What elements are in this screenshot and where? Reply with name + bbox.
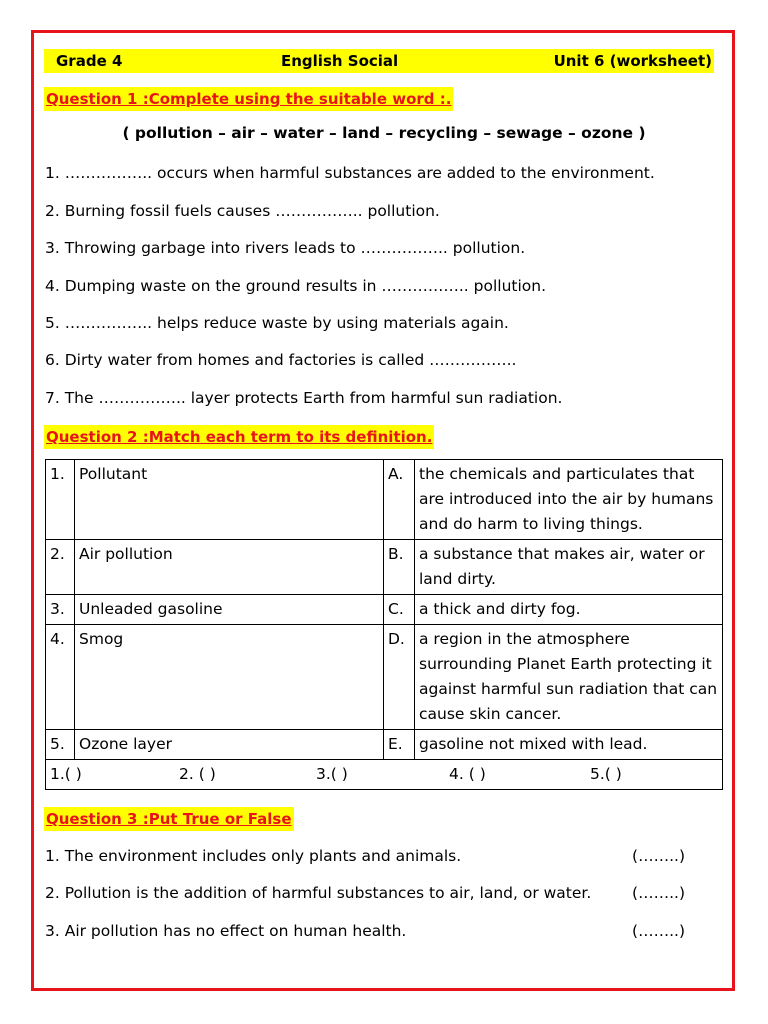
q1-item-3: 3. Throwing garbage into rivers leads to …………….. pollution. xyxy=(45,239,526,257)
matching-table xyxy=(45,459,723,790)
table-row xyxy=(46,595,723,625)
tf-item-3 xyxy=(45,921,685,941)
term-number: 2. xyxy=(46,540,75,595)
q1-item-5: 5. …………….. helps reduce waste by using materials again. xyxy=(45,314,509,332)
term: Ozone layer xyxy=(75,730,384,760)
q1-item-1: 1. …………….. occurs when harmful substances are added to the environment. xyxy=(45,164,655,182)
definition-letter: E. xyxy=(384,730,415,760)
subject-label: English Social xyxy=(281,52,399,70)
definition-letter: C. xyxy=(384,595,415,625)
tf-statement: 2. Pollution is the addition of harmful substances to air, land, or water. xyxy=(45,884,592,902)
tf-answer-blank[interactable]: (……..) xyxy=(632,847,685,865)
term: Pollutant xyxy=(75,460,384,540)
table-row xyxy=(46,460,723,540)
table-row xyxy=(46,730,723,760)
term-number: 4. xyxy=(46,625,75,730)
q1-item-6: 6. Dirty water from homes and factories is called …………….. xyxy=(45,351,517,369)
definition-letter: B. xyxy=(384,540,415,595)
answer-blank-3[interactable]: 3.( ) xyxy=(316,765,348,783)
answer-row xyxy=(46,760,723,790)
definition: the chemicals and particulates that are introduced into the air by humans and do harm to living things. xyxy=(415,460,723,540)
tf-statement: 1. The environment includes only plants and animals. xyxy=(45,847,462,865)
term-number: 1. xyxy=(46,460,75,540)
question-1-heading: Question 1 :Complete using the suitable word :. xyxy=(44,87,453,111)
tf-item-1 xyxy=(45,846,685,866)
answer-blank-4[interactable]: 4. ( ) xyxy=(449,765,486,783)
definition-letter: D. xyxy=(384,625,415,730)
definition: a thick and dirty fog. xyxy=(415,595,723,625)
grade-label: Grade 4 xyxy=(56,52,123,70)
term-number: 3. xyxy=(46,595,75,625)
tf-answer-blank[interactable]: (……..) xyxy=(632,884,685,902)
answer-blank-1[interactable]: 1.( ) xyxy=(50,765,82,783)
tf-item-2 xyxy=(45,883,685,903)
answer-blank-2[interactable]: 2. ( ) xyxy=(179,765,216,783)
unit-label: Unit 6 (worksheet) xyxy=(553,52,712,70)
word-bank: ( pollution – air – water – land – recycling – sewage – ozone ) xyxy=(122,124,646,142)
term-number: 5. xyxy=(46,730,75,760)
q1-item-7: 7. The …………….. layer protects Earth from harmful sun radiation. xyxy=(45,389,563,407)
answer-blank-5[interactable]: 5.( ) xyxy=(590,765,622,783)
q1-item-2: 2. Burning fossil fuels causes …………….. pollution. xyxy=(45,202,440,220)
table-row xyxy=(46,540,723,595)
term: Smog xyxy=(75,625,384,730)
table-row xyxy=(46,625,723,730)
worksheet-header xyxy=(44,49,714,73)
definition-letter: A. xyxy=(384,460,415,540)
answer-blanks xyxy=(46,760,723,790)
q1-item-4: 4. Dumping waste on the ground results in …………….. pollution. xyxy=(45,277,547,295)
tf-statement: 3. Air pollution has no effect on human health. xyxy=(45,922,407,940)
definition: gasoline not mixed with lead. xyxy=(415,730,723,760)
term: Air pollution xyxy=(75,540,384,595)
question-3-heading: Question 3 :Put True or False xyxy=(44,807,294,831)
definition: a substance that makes air, water or land dirty. xyxy=(415,540,723,595)
question-2-heading: Question 2 :Match each term to its definition. xyxy=(44,425,434,449)
definition: a region in the atmosphere surrounding Planet Earth protecting it against harmful sun radiation that can cause skin cancer. xyxy=(415,625,723,730)
tf-answer-blank[interactable]: (……..) xyxy=(632,922,685,940)
term: Unleaded gasoline xyxy=(75,595,384,625)
